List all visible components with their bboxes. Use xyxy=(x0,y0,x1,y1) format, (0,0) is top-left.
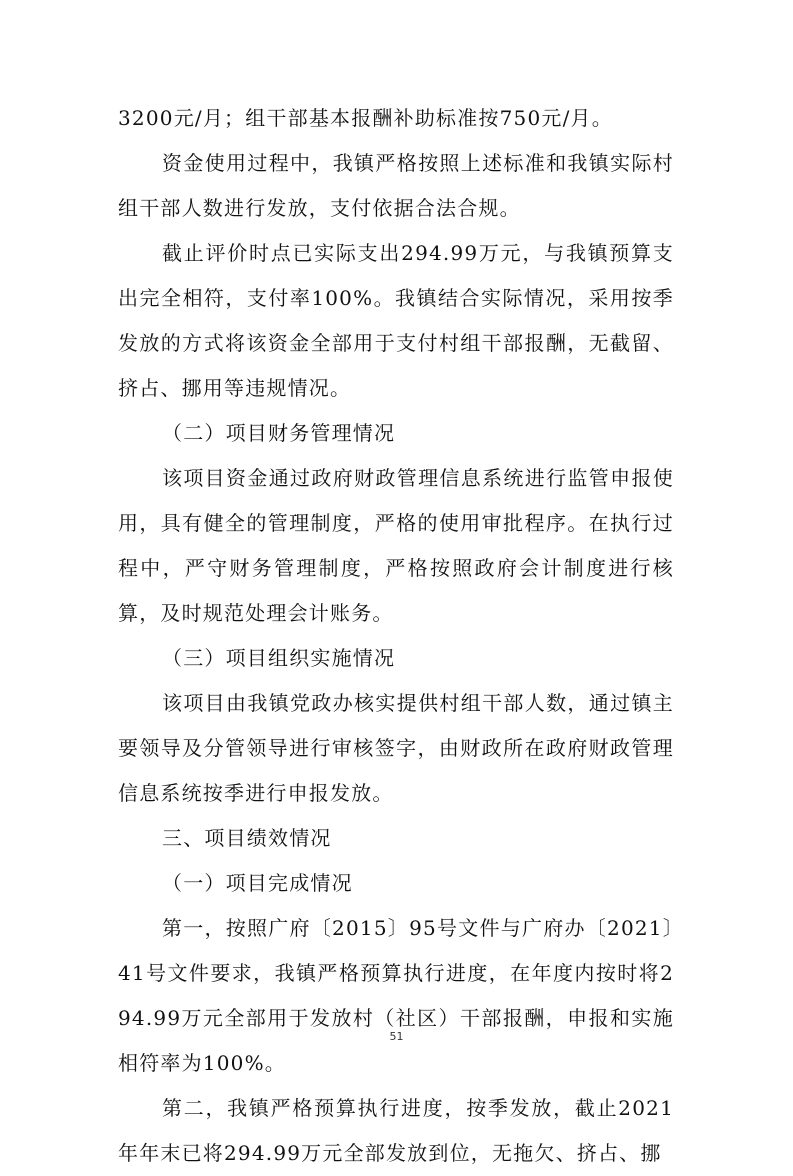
page-number: 51 xyxy=(389,1030,404,1043)
body-paragraph: 第一，按照广府〔2015〕95号文件与广府办〔2021〕41号文件要求，我镇严格预算执行进度，在年度内按时将294.99万元全部用于发放村（社区）干部报酬，申报和实施相符率为100%。 xyxy=(118,916,674,1075)
section-heading: （二）项目财务管理情况 xyxy=(162,421,396,445)
section-heading: 三、项目绩效情况 xyxy=(162,826,332,850)
body-paragraph: 资金使用过程中，我镇严格按照上述标准和我镇实际村组干部人数进行发放，支付依据合法合规。 xyxy=(118,151,674,220)
body-paragraph: 截止评价时点已实际支出294.99万元，与我镇预算支出完全相符，支付率100%。我镇结合实际情况，采用按季发放的方式将该资金全部用于支付村组干部报酬，无截留、挤占、挪用等违规情况。 xyxy=(118,241,674,400)
document-body xyxy=(118,96,674,1176)
body-paragraph: 第二，我镇严格预算执行进度，按季发放，截止2021年年末已将294.99万元全部发放到位，无拖欠、挤占、挪 xyxy=(118,1096,674,1165)
body-paragraph: 该项目资金通过政府财政管理信息系统进行监管申报使用，具有健全的管理制度，严格的使用审批程序。在执行过程中，严守财务管理制度，严格按照政府会计制度进行核算，及时规范处理会计账务。 xyxy=(118,466,674,625)
section-heading: （一）项目完成情况 xyxy=(162,871,353,895)
body-paragraph: 该项目由我镇党政办核实提供村组干部人数，通过镇主要领导及分管领导进行审核签字，由财政所在政府财政管理信息系统按季进行申报发放。 xyxy=(118,691,674,805)
body-paragraph: 3200元/月；组干部基本报酬补助标准按750元/月。 xyxy=(118,106,613,130)
section-heading: （三）项目组织实施情况 xyxy=(162,646,396,670)
